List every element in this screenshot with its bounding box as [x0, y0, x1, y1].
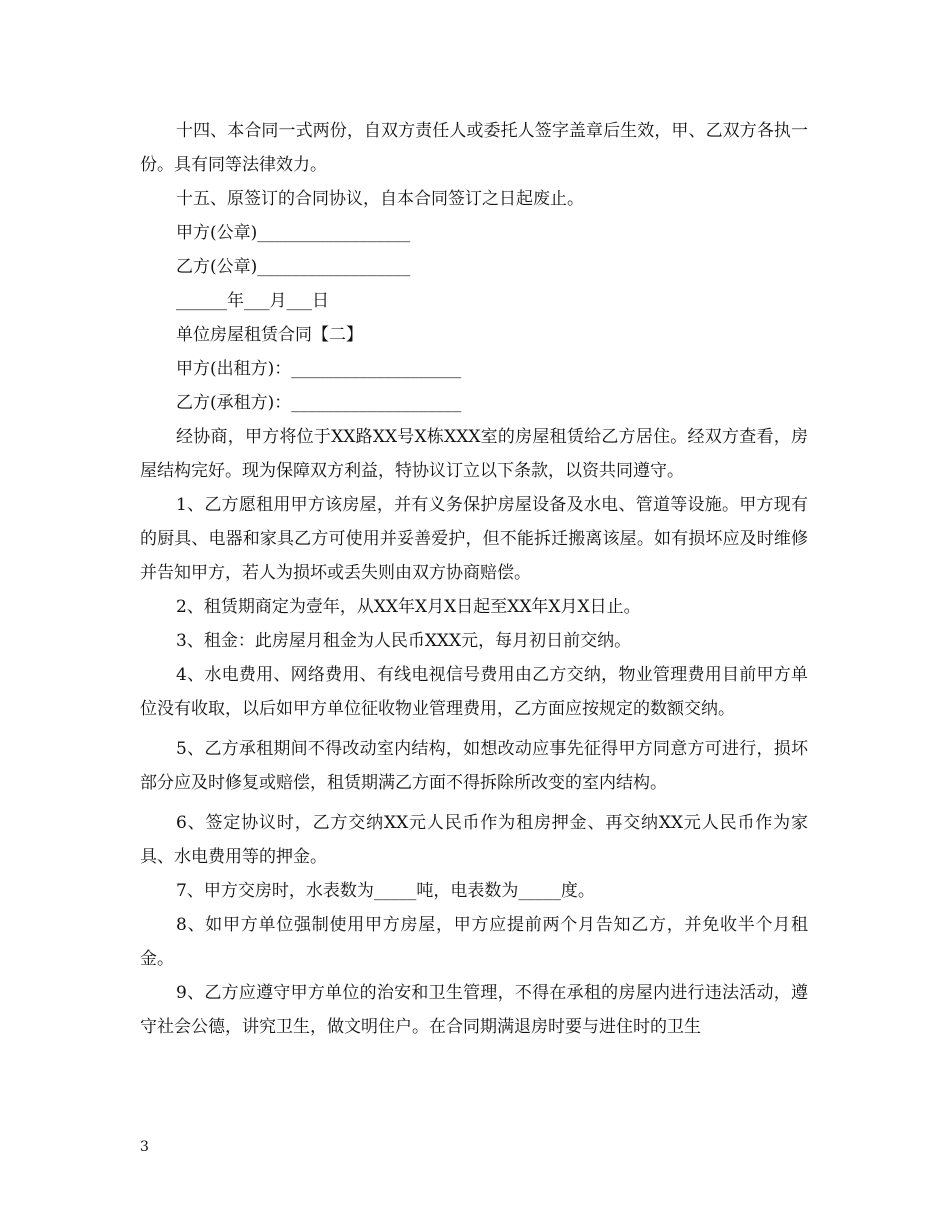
paragraph: 十五、原签订的合同协议，自本合同签订之日起废止。 — [176, 189, 584, 209]
clause-8: 8、如甲方单位强制使用甲方房屋，甲方应提前两个月告知乙方，并免收半个月租金。 — [140, 915, 808, 969]
clause-2: 2、租赁期商定为壹年，从XX年X月X日起至XX年X月X日止。 — [176, 597, 641, 617]
clause-1: 1、乙方愿租用甲方该房屋，并有义务保护房屋设备及水电、管道等设施。甲方现有的厨具、电器和家具乙方可使用并妥善爱护，但不能拆迁搬离该屋。如有损坏应及时维修并告知甲方，若人为损坏或丢失则由双方协商赔偿。 — [140, 495, 808, 583]
section-title: 单位房屋租赁合同【二】 — [176, 325, 363, 345]
paragraph: 十四、本合同一式两份，自双方责任人或委托人签字盖章后生效，甲、乙双方各执一份。具有同等法律效力。 — [140, 121, 808, 175]
clause-6: 6、签定协议时，乙方交纳XX元人民币作为租房押金、再交纳XX元人民币作为家具、水电费用等的押金。 — [140, 813, 808, 867]
clause-3: 3、租金：此房屋月租金为人民币XXX元，每月初日前交纳。 — [176, 631, 632, 651]
clause-9: 9、乙方应遵守甲方单位的治安和卫生管理，不得在承租的房屋内进行违法活动，遵守社会公德，讲究卫生，做文明住户。在合同期满退房时要与进住时的卫生 — [140, 983, 808, 1037]
signature-line-party-b-seal: 乙方(公章)__________________ — [176, 257, 411, 277]
date-line: ______年___月___日 — [176, 291, 329, 311]
document-body — [140, 114, 808, 1044]
paragraph: 经协商，甲方将位于XX路XX号X栋XXX室的房屋租赁给乙方居住。经双方查看，房屋结构完好。现为保障双方利益，特协议订立以下条款，以资共同遵守。 — [140, 427, 808, 481]
clause-7: 7、甲方交房时，水表数为_____吨，电表数为_____度。 — [176, 881, 595, 901]
clause-5: 5、乙方承租期间不得改动室内结构，如想改动应事先征得甲方同意方可进行，损坏部分应及时修复或赔偿，租赁期满乙方面不得拆除所改变的室内结构。 — [140, 739, 808, 793]
signature-line-party-a-seal: 甲方(公章)__________________ — [176, 223, 411, 243]
page-number: 3 — [140, 1139, 149, 1155]
party-a-lessor-line: 甲方(出租方)：____________________ — [176, 359, 462, 379]
party-b-lessee-line: 乙方(承租方)：____________________ — [176, 393, 462, 413]
clause-4: 4、水电费用、网络费用、有线电视信号费用由乙方交纳，物业管理费用目前甲方单位没有收取，以后如甲方单位征收物业管理费用，乙方面应按规定的数额交纳。 — [140, 665, 808, 719]
